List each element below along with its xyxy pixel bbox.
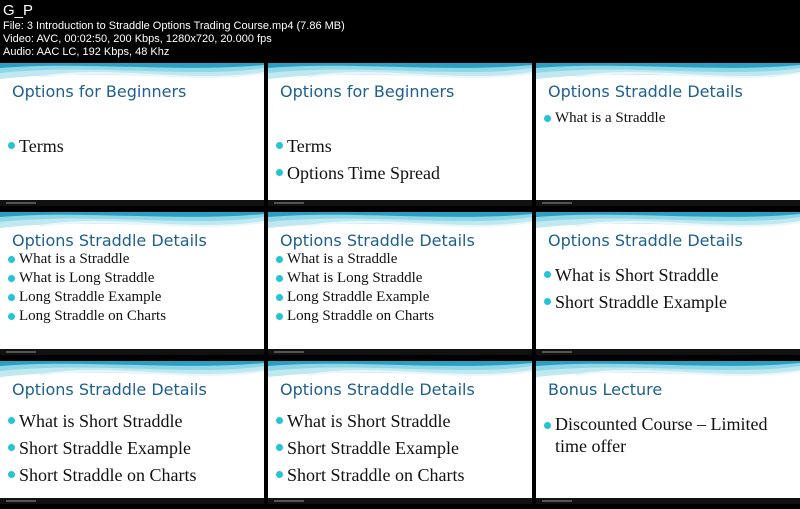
header-title: G_P (3, 2, 34, 19)
slide-footer-bar (536, 349, 800, 355)
slide-title: Options for Beginners (12, 82, 187, 101)
slide-thumbnail (268, 212, 532, 355)
slide-footer-bar (268, 200, 532, 206)
slide-thumbnail (0, 63, 264, 206)
slide-bullet: What is a Straddle (8, 250, 260, 269)
slide-thumbnail (536, 63, 800, 206)
audio-info-line: Audio: AAC LC, 192 Kbps, 48 Khz (3, 46, 170, 58)
slide-footer-bar (536, 200, 800, 206)
video-info-line: Video: AVC, 00:02:50, 200 Kbps, 1280x720, 20.000 fps (3, 33, 272, 45)
slide-bullet: Short Straddle Example (276, 435, 528, 462)
slide-title: Options Straddle Details (12, 380, 207, 399)
slide-bullet: Discounted Course – Limited time offer (544, 413, 796, 457)
slide-footer-bar (268, 349, 532, 355)
file-info-line: File: 3 Introduction to Straddle Options Trading Course.mp4 (7.86 MB) (3, 20, 345, 32)
slide-bullet-list (544, 109, 796, 128)
slide-bullet: Long Straddle Example (276, 288, 528, 307)
slide-title: Options Straddle Details (12, 231, 207, 250)
slide-title: Options Straddle Details (280, 380, 475, 399)
slide-thumbnail (536, 212, 800, 355)
slide-thumbnail (268, 63, 532, 206)
slide-footer-bar (0, 200, 264, 206)
slide-title: Bonus Lecture (548, 380, 663, 399)
slide-thumbnail (0, 361, 264, 504)
slide-title: Options for Beginners (280, 82, 455, 101)
slide-title: Options Straddle Details (548, 82, 743, 101)
slide-footer-bar (536, 498, 800, 504)
slide-bullet-list (276, 250, 528, 326)
slide-footer-bar (268, 498, 532, 504)
slide-bullet-list (544, 262, 796, 316)
slide-bullet: What is a Straddle (276, 250, 528, 269)
slide-bullet: Terms (8, 133, 260, 160)
slide-bullet: What is Short Straddle (8, 408, 260, 435)
slide-bullet: What is Short Straddle (544, 262, 796, 289)
slide-bullet: Short Straddle on Charts (276, 462, 528, 489)
slide-bullet-list (8, 408, 260, 489)
slide-bullet: Options Time Spread (276, 160, 528, 187)
slide-bullet: What is Long Straddle (8, 269, 260, 288)
slide-footer-bar (0, 349, 264, 355)
slide-bullet: What is a Straddle (544, 109, 796, 128)
slide-bullet: Short Straddle Example (8, 435, 260, 462)
slide-thumbnail (536, 361, 800, 504)
slide-thumbnail (268, 361, 532, 504)
slide-bullet: Terms (276, 133, 528, 160)
slide-bullet-list (276, 133, 528, 187)
slide-title: Options Straddle Details (548, 231, 743, 250)
slide-bullet-list (544, 413, 796, 457)
slide-bullet: What is Short Straddle (276, 408, 528, 435)
slide-bullet: Short Straddle on Charts (8, 462, 260, 489)
slide-footer-bar (0, 498, 264, 504)
slide-bullet: Long Straddle on Charts (8, 307, 260, 326)
slide-bullet: Long Straddle Example (8, 288, 260, 307)
slide-bullet: What is Long Straddle (276, 269, 528, 288)
slide-bullet: Long Straddle on Charts (276, 307, 528, 326)
slide-title: Options Straddle Details (280, 231, 475, 250)
file-info-header (0, 0, 800, 62)
slide-thumbnail (0, 212, 264, 355)
slide-bullet-list (8, 250, 260, 326)
slide-bullet-list (8, 133, 260, 160)
slide-bullet: Short Straddle Example (544, 289, 796, 316)
slide-bullet-list (276, 408, 528, 489)
